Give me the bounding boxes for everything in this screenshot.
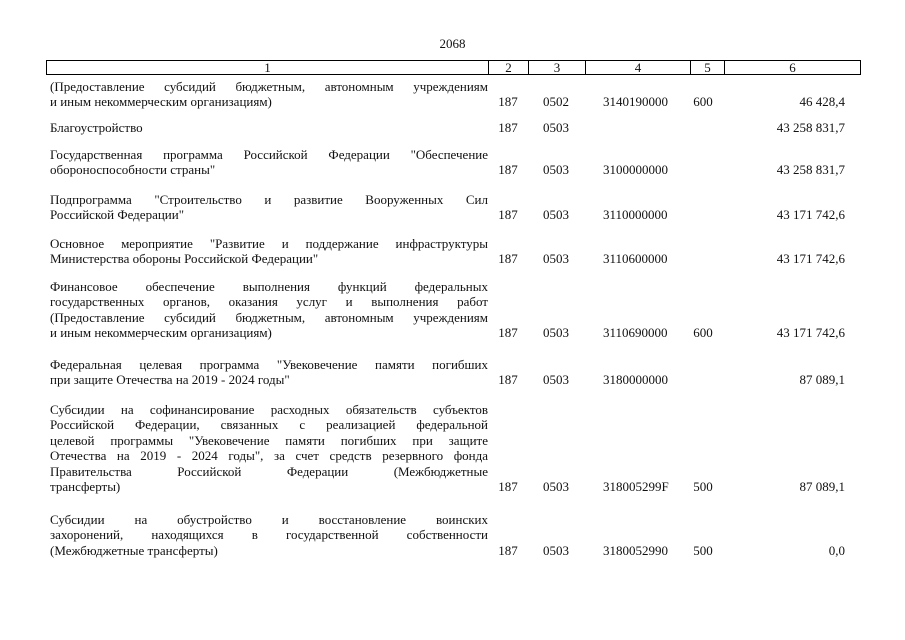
description-line: Федеральная целевая программа "Увековечение памяти погибших	[50, 357, 488, 372]
description-line: Финансовое обеспечение выполнения функций федеральных	[50, 279, 488, 294]
target-article-code: 3140190000	[603, 94, 668, 110]
section-code: 0503	[543, 478, 569, 494]
amount: 43 258 831,7	[776, 162, 845, 178]
description-line: захоронений, находящихся в государственной собственности	[50, 527, 488, 543]
row-description	[50, 357, 488, 388]
header-col-2: 2	[488, 61, 528, 74]
row-description	[50, 236, 488, 267]
expense-type-code: 600	[693, 94, 713, 110]
table-row	[46, 402, 861, 494]
description-line: Российской Федерации"	[50, 207, 185, 223]
section-code: 0502	[543, 94, 569, 110]
section-code: 0503	[543, 119, 569, 135]
ministry-code: 187	[498, 478, 518, 494]
table-row	[46, 79, 861, 110]
target-article-code: 3100000000	[603, 162, 668, 178]
section-code: 0503	[543, 162, 569, 178]
section-code: 0503	[543, 325, 569, 341]
ministry-code: 187	[498, 372, 518, 388]
amount: 46 428,4	[799, 94, 845, 110]
description-line: Благоустройство	[50, 120, 143, 135]
ministry-code: 187	[498, 94, 518, 110]
row-description	[50, 120, 488, 135]
description-line: Основное мероприятие "Развитие и поддержание инфраструктуры	[50, 236, 488, 251]
expense-type-code: 500	[693, 542, 713, 558]
description-line: Правительства Российской Федерации (Межбюджетные	[50, 463, 488, 479]
target-article-code: 3180000000	[603, 372, 668, 388]
ministry-code: 187	[498, 542, 518, 558]
page-number: 2068	[439, 36, 466, 51]
amount: 87 089,1	[799, 478, 845, 494]
description-line: Субсидии на обустройство и восстановление воинских	[50, 512, 488, 527]
header-col-1: 1	[264, 60, 271, 75]
row-description	[50, 402, 488, 494]
table-row	[46, 512, 861, 558]
section-code: 0503	[543, 251, 569, 267]
target-article-code: 3180052990	[603, 542, 668, 558]
target-article-code: 3110690000	[603, 325, 668, 341]
section-code: 0503	[543, 207, 569, 223]
ministry-code: 187	[498, 251, 518, 267]
ministry-code: 187	[498, 207, 518, 223]
description-line: при защите Отечества на 2019 - 2024 годы"	[50, 372, 290, 388]
section-code: 0503	[543, 372, 569, 388]
table-row	[46, 236, 861, 267]
amount: 43 258 831,7	[776, 119, 845, 135]
description-line: Субсидии на софинансирование расходных обязательств субъектов	[50, 402, 488, 417]
expense-type-code: 600	[693, 325, 713, 341]
row-description	[50, 147, 488, 178]
description-line: Подпрограмма "Строительство и развитие Вооруженных Сил	[50, 192, 488, 207]
table-row	[46, 279, 861, 341]
row-description	[50, 279, 488, 341]
table-row	[46, 357, 861, 388]
row-description	[50, 192, 488, 223]
target-article-code: 3110600000	[603, 251, 668, 267]
table-header	[46, 60, 861, 75]
ministry-code: 187	[498, 325, 518, 341]
description-line: Государственная программа Российской Федерации "Обеспечение	[50, 147, 488, 162]
description-line: трансферты)	[50, 479, 121, 495]
description-line: Министерства обороны Российской Федерации"	[50, 251, 319, 267]
header-col-6: 6	[724, 61, 860, 74]
expense-type-code: 500	[693, 478, 713, 494]
description-line: (Предоставление субсидий бюджетным, автономным учреждениям	[50, 309, 488, 325]
header-col-3: 3	[528, 61, 585, 74]
target-article-code: 3110000000	[603, 207, 668, 223]
row-description	[50, 512, 488, 558]
description-line: и иным некоммерческим организациям)	[50, 325, 272, 341]
amount: 87 089,1	[799, 372, 845, 388]
target-article-code: 318005299F	[603, 478, 669, 494]
header-col-5: 5	[690, 61, 724, 74]
ministry-code: 187	[498, 162, 518, 178]
description-line: обороноспособности страны"	[50, 162, 216, 178]
description-line: Российской Федерации, связанных с реализацией федеральной	[50, 417, 488, 433]
amount: 0,0	[828, 542, 845, 558]
description-line: государственных органов, оказания услуг и выполнения работ	[50, 294, 488, 310]
row-description	[50, 79, 488, 110]
description-line: Отечества на 2019 - 2024 годы", за счет средств резервного фонда	[50, 448, 488, 464]
description-line: (Предоставление субсидий бюджетным, автономным учреждениям	[50, 79, 488, 94]
amount: 43 171 742,6	[776, 207, 845, 223]
description-line: и иным некоммерческим организациям)	[50, 94, 272, 110]
section-code: 0503	[543, 542, 569, 558]
table-row	[46, 120, 861, 135]
table-row	[46, 147, 861, 178]
amount: 43 171 742,6	[776, 325, 845, 341]
table-row	[46, 192, 861, 223]
description-line: (Межбюджетные трансферты)	[50, 542, 218, 558]
ministry-code: 187	[498, 119, 518, 135]
description-line: целевой программы "Увековечение памяти погибших при защите	[50, 432, 488, 448]
amount: 43 171 742,6	[776, 251, 845, 267]
header-col-4: 4	[585, 61, 690, 74]
